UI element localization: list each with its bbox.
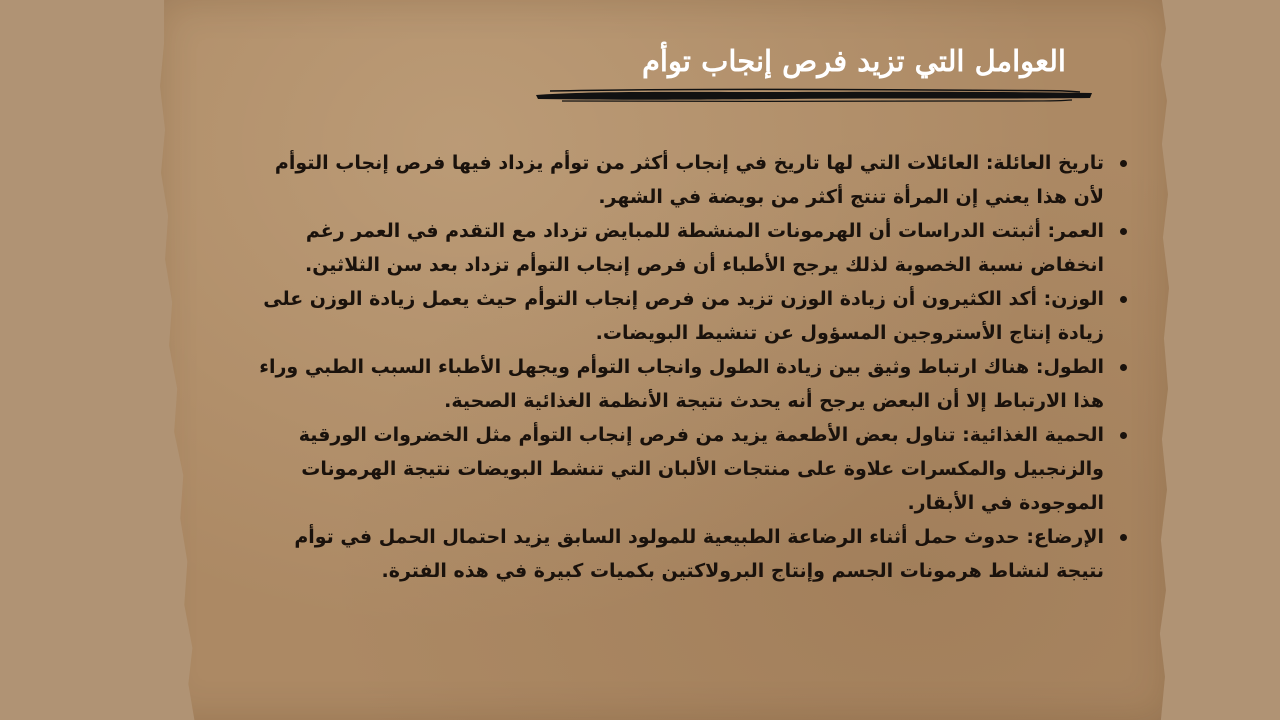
bullet-weight: الوزن: أكد الكثيرون أن زيادة الوزن تزيد من فرص إنجاب التوأم حيث يعمل زيادة الوزن على زيادة إنتاج الأستروجين المسؤول عن تنشيط البويضات.	[248, 282, 1104, 350]
bullet-age: العمر: أثبتت الدراسات أن الهرمونات المنشطة للمبايض تزداد مع التقدم في العمر رغم انخفاض نسبة الخصوبة لذلك يرجح الأطباء أن فرص إنجاب التوأم تزداد بعد سن الثلاثين.	[248, 214, 1104, 282]
slide-title: العوامل التي تزيد فرص إنجاب توأم	[641, 44, 1066, 78]
bullet-family-history: تاريخ العائلة: العائلات التي لها تاريخ في إنجاب أكثر من توأم يزداد فيها فرص إنجاب التوأم لأن هذا يعني إن المرأة تنتج أكثر من بويضة في الشهر.	[248, 146, 1104, 214]
bullet-diet: الحمية الغذائية: تناول بعض الأطعمة يزيد من فرص إنجاب التوأم مثل الخضروات الورقية والزنجبيل والمكسرات علاوة على منتجات الألبان التي تنشط البويضات نتيجة الهرمونات الموجودة في الأبقار.	[248, 418, 1104, 520]
bullet-height: الطول: هناك ارتباط وثيق بين زيادة الطول وانجاب التوأم ويجهل الأطباء السبب الطبي وراء هذا الارتباط إلا أن البعض يرجح أنه يحدث نتيجة الأنظمة الغذائية الصحية.	[248, 350, 1104, 418]
bullet-list	[248, 146, 1130, 588]
bullet-breastfeeding: الإرضاع: حدوث حمل أثناء الرضاعة الطبيعية للمولود السابق يزيد احتمال الحمل في توأم نتيجة لنشاط هرمونات الجسم وإنتاج البرولاكتين بكميات كبيرة في هذه الفترة.	[248, 520, 1104, 588]
brush-stroke-underline	[532, 86, 1096, 104]
